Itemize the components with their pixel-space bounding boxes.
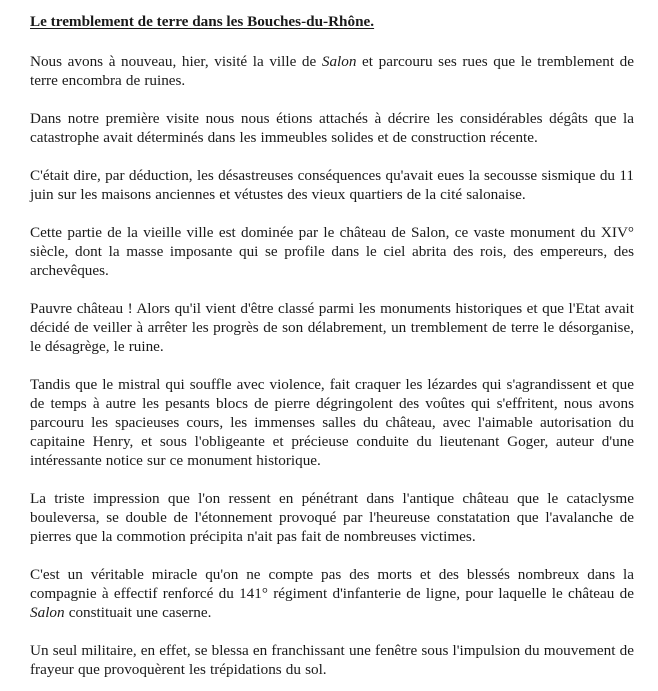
paragraph-8 [30,565,634,622]
paragraph-7 [30,489,634,546]
paragraph-8-salon: Salon [30,604,65,621]
paragraph-8-text-b: constituait une caserne. [64,604,212,621]
paragraph-1-salon: Salon [321,53,357,70]
paragraph-5 [30,299,634,356]
paragraph-5-text: Pauvre château ! Alors qu'il vient d'être classé parmi les monuments historiques et que l'Etat avait décidé de veiller à arrêter les progrès de son délabrement, un tremblement de terre le désorganise, le désagrège, le ruine. [30,300,634,355]
paragraph-1-text-b: et parcouru ses rues que le tremblement de terre encombra de ruines. [30,53,634,89]
paragraph-8-text-a: C'est un véritable miracle qu'on ne compte pas des morts et des blessés nombreux dans la compagnie à effectif renforcé du 141° régiment d'infanterie de ligne, pour laquelle le château de [30,566,634,602]
paragraph-3-text: C'était dire, par déduction, les désastreuses conséquences qu'avait eues la secousse sismique du 11 juin sur les maisons anciennes et vétustes des vieux quartiers de la cité salonaise. [30,167,634,203]
document-title: Le tremblement de terre dans les Bouches-du-Rhône. [30,13,375,30]
paragraph-4 [30,223,634,280]
paragraph-9-text: Un seul militaire, en effet, se blessa en franchissant une fenêtre sous l'impulsion du mouvement de frayeur que provoquèrent les trépidations du sol. [30,642,634,678]
paragraph-6 [30,375,634,470]
paragraph-3 [30,166,634,204]
paragraph-1 [30,52,634,90]
paragraph-6-text: Tandis que le mistral qui souffle avec violence, fait craquer les lézardes qui s'agrandissent et que de temps à autre les pesants blocs de pierre dégringolent des voûtes qui s'effritent, nous avons parcouru les spacieuses cours, les immenses salles du château, avec l'aimable autorisation du capitaine Henry, et sous l'obligeante et précieuse conduite du lieutenant Goger, auteur d'une intéressante notice sur ce monument historique. [30,376,634,469]
paragraph-2 [30,109,634,147]
paragraph-7-text: La triste impression que l'on ressent en pénétrant dans l'antique château que le cataclysme bouleversa, se double de l'étonnement provoqué par l'heureuse constatation que l'avalanche de pierres que la commotion précipita n'ait pas fait de nombreuses victimes. [30,490,634,545]
paragraph-9 [30,641,634,679]
paragraph-2-text: Dans notre première visite nous nous étions attachés à décrire les considérables dégâts que la catastrophe avait déterminés dans les immeubles solides et de construction récente. [30,110,634,146]
paragraph-1-text-a: Nous avons à nouveau, hier, visité la ville de [30,53,322,70]
paragraph-4-text: Cette partie de la vieille ville est dominée par le château de Salon, ce vaste monument du XIV° siècle, dont la masse imposante qui se profile dans le ciel abrita des rois, des empereurs, des archevêques. [30,224,634,279]
